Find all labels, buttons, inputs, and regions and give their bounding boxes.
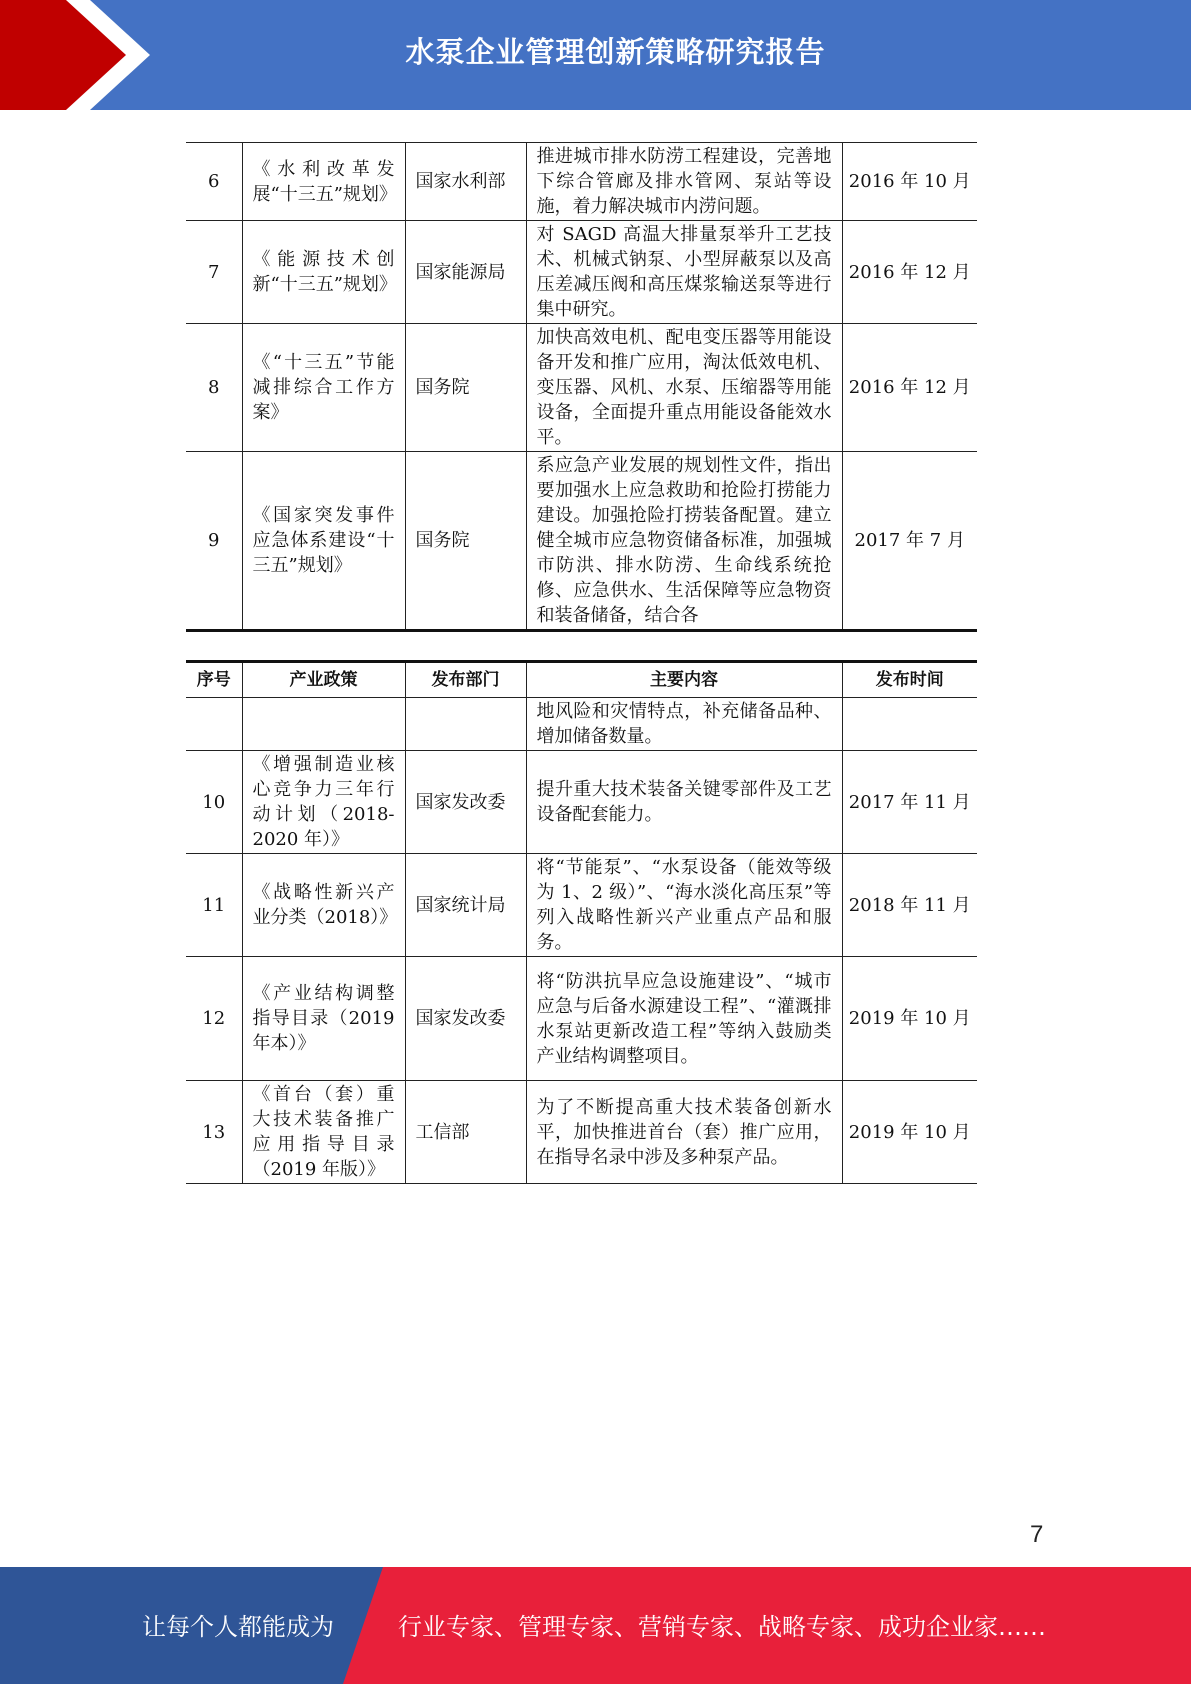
table-row [186,698,977,751]
department: 工信部 [405,1081,526,1184]
row-number: 7 [186,221,242,324]
page-header [0,0,1191,110]
release-date: 2017 年 11 月 [842,751,977,854]
page-footer [0,1567,1191,1684]
main-content: 地风险和灾情特点，补充储备品种、增加储备数量。 [526,698,842,751]
page-number: 7 [1030,1521,1044,1548]
row-number: 12 [186,957,242,1081]
header-number: 序号 [186,662,242,698]
row-number: 8 [186,324,242,452]
main-content: 系应急产业发展的规划性文件，指出要加强水上应急救助和抢险打捞能力建设。加强抢险打捞装备配置。建立健全城市应急物资储备标准，加强城市防洪、排水防涝、生命线系统抢修、应急供水、生活保障等应急物资和装备储备，结合各 [526,452,842,631]
row-number: 11 [186,854,242,957]
policy-name [242,698,405,751]
table-row [186,1081,977,1184]
row-number: 9 [186,452,242,631]
release-date: 2019 年 10 月 [842,1081,977,1184]
main-content: 提升重大技术装备关键零部件及工艺设备配套能力。 [526,751,842,854]
table-row [186,143,977,221]
department: 国家发改委 [405,751,526,854]
department: 国务院 [405,324,526,452]
row-number: 13 [186,1081,242,1184]
row-number: 6 [186,143,242,221]
footer-slogan-right: 行业专家、管理专家、营销专家、战略专家、成功企业家…… [398,1613,1046,1641]
release-date: 2018 年 11 月 [842,854,977,957]
table-row [186,324,977,452]
policy-name: 《水利改革发展“十三五”规划》 [242,143,405,221]
department: 国家发改委 [405,957,526,1081]
footer-slogan-left: 让每个人都能成为 [142,1613,334,1641]
main-content: 对 SAGD 高温大排量泵举升工艺技术、机械式钠泵、小型屏蔽泵以及高压差减压阀和高压煤浆输送泵等进行集中研究。 [526,221,842,324]
header-department: 发布部门 [405,662,526,698]
table-header-row [186,662,977,698]
policy-name: 《“十三五”节能减排综合工作方案》 [242,324,405,452]
policy-table-part1 [186,142,977,632]
release-date: 2019 年 10 月 [842,957,977,1081]
row-number: 10 [186,751,242,854]
main-content: 将“防洪抗旱应急设施建设”、“城市应急与后备水源建设工程”、“灌溉排水泵站更新改造工程”等纳入鼓励类产业结构调整项目。 [526,957,842,1081]
policy-table-part2 [186,660,977,1184]
table-row [186,854,977,957]
release-date: 2016 年 10 月 [842,143,977,221]
policy-name: 《首台（套）重大技术装备推广应用指导目录（2019 年版）》 [242,1081,405,1184]
release-date [842,698,977,751]
release-date: 2017 年 7 月 [842,452,977,631]
main-content: 为了不断提高重大技术装备创新水平，加快推进首台（套）推广应用，在指导名录中涉及多种泵产品。 [526,1081,842,1184]
report-title: 水泵企业管理创新策略研究报告 [405,34,826,69]
table-row [186,452,977,631]
policy-name: 《产业结构调整指导目录（2019 年本）》 [242,957,405,1081]
release-date: 2016 年 12 月 [842,221,977,324]
table-row [186,957,977,1081]
main-content: 加快高效电机、配电变压器等用能设备开发和推广应用，淘汰低效电机、变压器、风机、水泵、压缩器等用能设备，全面提升重点用能设备能效水平。 [526,324,842,452]
header-policy: 产业政策 [242,662,405,698]
policy-name: 《增强制造业核心竞争力三年行动计划（2018-2020 年）》 [242,751,405,854]
row-number [186,698,242,751]
department: 国家水利部 [405,143,526,221]
department [405,698,526,751]
release-date: 2016 年 12 月 [842,324,977,452]
main-content: 将“节能泵”、“水泵设备（能效等级为 1、2 级）”、“海水淡化高压泵”等列入战略性新兴产业重点产品和服务。 [526,854,842,957]
table-row [186,221,977,324]
department: 国务院 [405,452,526,631]
policy-name: 《能源技术创新“十三五”规划》 [242,221,405,324]
department: 国家能源局 [405,221,526,324]
department: 国家统计局 [405,854,526,957]
policy-name: 《国家突发事件应急体系建设“十三五”规划》 [242,452,405,631]
main-content: 推进城市排水防涝工程建设，完善地下综合管廊及排水管网、泵站等设施，着力解决城市内涝问题。 [526,143,842,221]
header-date: 发布时间 [842,662,977,698]
table-row [186,751,977,854]
policy-name: 《战略性新兴产业分类（2018）》 [242,854,405,957]
header-content: 主要内容 [526,662,842,698]
